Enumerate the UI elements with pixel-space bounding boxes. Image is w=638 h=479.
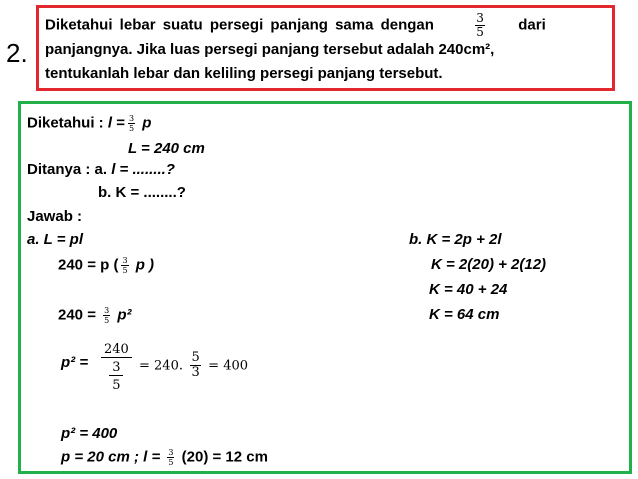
final-line: p = 20 cm ; l = $\frac{3}{5}$ (20) = 12 cm (61, 448, 268, 467)
p-squared-label: p² = (61, 354, 89, 371)
question-line-2: panjangnya. Jika luas persegi panjang tersebut adalah 240cm², (45, 41, 495, 58)
part-a-step-1: 240 = p ( $\frac{3}{5}$ p ) (58, 256, 155, 275)
final-fraction: $\frac{3}{5}$ (168, 448, 174, 467)
question-box (36, 5, 615, 91)
problem-number: 2. (6, 38, 28, 68)
five-thirds-fraction: $\frac{5}{3}$ (191, 350, 200, 380)
part-a-heading: a. L = pl (27, 231, 83, 248)
question-text-1b: dari (518, 16, 546, 34)
question-line-1 (45, 12, 605, 39)
complex-fraction: 240 3 5 (101, 342, 132, 393)
answer-label: Jawab : (27, 208, 83, 225)
step1-fraction: $\frac{3}{5}$ (122, 256, 128, 275)
asked-line: Ditanya : a. l = ........? (27, 161, 175, 178)
part-b-step-2: K = 40 + 24 (429, 281, 508, 298)
given-area: L = 240 cm (128, 140, 205, 157)
question-fraction: $\frac{3}{5}$ (476, 11, 484, 39)
question-line-3: tentukanlah lebar dan keliling persegi panjang tersebut. (45, 65, 443, 82)
part-a-step-2: 240 = $\frac{3}{5}$ p² (58, 306, 132, 325)
step2-fraction: $\frac{3}{5}$ (104, 306, 110, 325)
part-b-step-3: K = 64 cm (429, 306, 500, 323)
p-squared-result: p² = 400 (61, 425, 118, 442)
answer-box (18, 101, 632, 474)
part-b-step-1: K = 2(20) + 2(12) (431, 256, 547, 273)
asked-b: b. K = ........? (98, 184, 186, 201)
question-text-1a: Diketahui lebar suatu persegi panjang sama dengan (45, 16, 434, 34)
given-fraction: $\frac{3}{5}$ (128, 114, 135, 133)
given-line: Diketahui : l = $\frac{3}{5}$ p (27, 114, 152, 133)
part-b-heading: b. K = 2p + 2l (409, 231, 502, 248)
complex-fraction-result: = 240. $\frac{5}{3}$ = 400 (139, 350, 249, 380)
